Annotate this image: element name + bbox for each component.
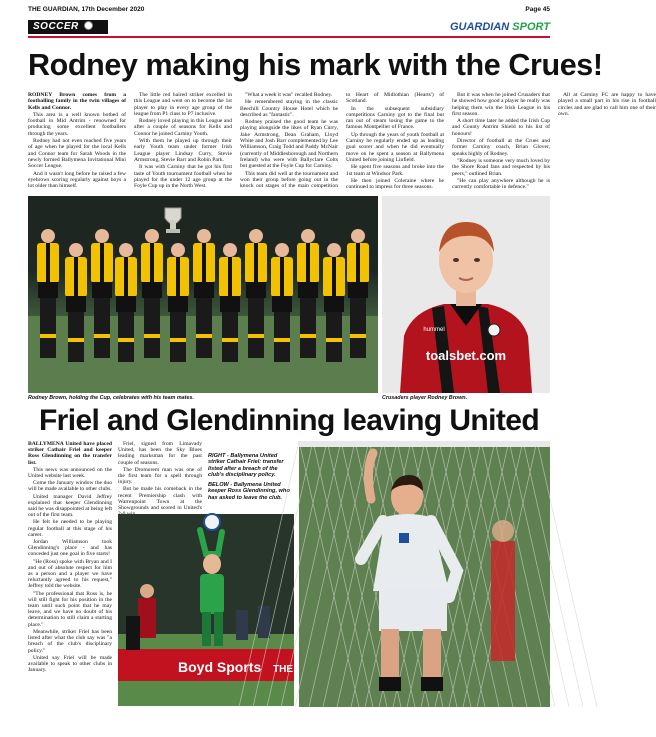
club-crest-icon — [399, 533, 409, 543]
paragraph: "Rodney is someone very much loved by the Shore Road fans and respected by his peers," outlined Brian. — [452, 157, 550, 177]
paragraph: He remembered staying in the classic Beechill Country House Hotel which he described as "fantastic". — [240, 99, 338, 118]
paragraph: Come the January window the duo will be made available to other clubs. — [28, 480, 112, 493]
guardian-sport-logo — [410, 21, 550, 34]
paragraph: Jordan Williamson took Glendinning's place - and has conceded just one goal in five starts! — [28, 539, 112, 558]
paragraph: This team did well at the tournament and won their group before going out in the knock out stages of the main competition to Heart of Midlothian (Hearts') of Scotland. — [240, 92, 444, 190]
paragraph: Meanwhile, striker Friel has been listed after what the club say was "a breach of the club's disciplinary policy." — [28, 628, 112, 654]
player-figure — [271, 243, 293, 362]
player-figure — [297, 229, 319, 358]
paragraph: United say Friel will be made available to speak to other clubs in January. — [28, 654, 112, 674]
paragraph: Up through the years of youth football at Carniny he regularly ended up as leading goal scorer and when he did eventually move on he spent a season at Ballymena United before joining Linfield. — [346, 131, 444, 163]
paragraph: But he made his comeback in the recent Premiership clash with Warrenpoint Town at the Showgrounds and scored in United's — [118, 486, 202, 512]
paragraph: Rodney loved playing in this League and after a couple of seasons for Kells and Connor he joined Carniny Youth. — [134, 118, 232, 137]
paragraph: In the subsequent subsidiary competitions Carniny got to the final but ran out of steam losing the game to the famous Montpellier of France. — [346, 105, 444, 131]
paragraph: He spent five seasons and broke into the 1st team at Windsor Park. — [346, 164, 444, 177]
player-figure — [167, 243, 189, 362]
player-figure — [323, 243, 345, 362]
paragraph: Rodney had not even reached five years of age when he played for the local Kells and Connor team for Sarah Woods in the newly formed Ballymena Invitational Mini Soccer League. — [28, 138, 126, 170]
player-figure — [115, 243, 137, 362]
paragraph: "He can play anywhere although he is currently comfortable in defence." — [452, 177, 550, 191]
player-figure — [245, 229, 267, 358]
football-icon — [204, 514, 220, 530]
paragraph: This area is a well known hotbed of football in Mid Antrim - renowned for producing some excellent footballers through the years. — [28, 111, 126, 137]
portrait-caption: Crusaders player Rodney Brown. — [382, 395, 468, 401]
rodney-portrait-photo — [382, 196, 550, 393]
brand-sport: SPORT — [512, 21, 550, 33]
paragraph: The Dromorem man was one of the first team for a spell through injury. — [118, 466, 202, 486]
story2-body-col2 — [118, 441, 202, 511]
team-photo-illustration — [28, 196, 378, 393]
paragraph: The little red haired striker excelled in this League and went on to become the 1st player to play in every age group of the league from P1 class to P7 inclusive. — [134, 92, 232, 117]
story1-lead: RODNEY Brown comes from a footballing family in the twin villages of Kells and Connor. — [28, 92, 126, 111]
trophy-icon — [165, 208, 181, 233]
paragraph: Rodney praised the good team he was playing alongside the likes of Ryan Curry, Jake Armstrong, Dean Graham, Lloyd White and Josh Barr complemented by Lee Williamson, Craig Todd and Paddy McNair (currently of Middlesborough and Northern Ireland) who were with Ballyclare Colts but guested at the Foyle Cup for Carniny. — [240, 119, 338, 170]
keeper-save-photo — [118, 514, 294, 706]
paragraph: But it was when he joined Crusaders that he showed how good a player he really was helping them win the Irish League in his first season. — [452, 92, 550, 117]
brand-guardian: GUARDIAN — [449, 21, 510, 33]
paragraph: United manager David Jeffrey explained that keeper Glendinning said he was disappointed at being left out of the first team. — [28, 493, 112, 519]
paragraph: This news was announced on the United website last week. — [28, 466, 112, 480]
player-figure — [193, 229, 215, 358]
player-figure — [91, 229, 113, 358]
story2-headline: Friel and Glendinning leaving United — [38, 404, 540, 437]
paragraph: All at Carniny FC are happy to have played a small part in his rise in football circles and are glad to call him one of their own. — [558, 92, 656, 117]
page-header — [28, 6, 550, 18]
team-celebration-photo — [28, 196, 378, 393]
keeper-photo-illustration — [118, 514, 294, 706]
ad-board-text2: THE — [273, 664, 293, 675]
player-figure — [65, 243, 87, 362]
story1-headline: Rodney making his mark with the Crues! — [28, 48, 603, 82]
paragraph: "The professional that Ross is, he will still fight for his position in the team until such point that he may leave, and we have no doubt of his determination to still claim a starting place." — [28, 590, 112, 628]
striker-photo-illustration — [299, 441, 550, 707]
section-label — [28, 20, 108, 34]
section-label-text: SOCCER — [33, 21, 79, 32]
portrait-illustration — [382, 196, 550, 393]
story1-body — [28, 92, 656, 194]
story2-lead: BALLYMENA United have placed striker Cathair Friel and keeper Ross Glendinning on the transfer list. — [28, 441, 112, 466]
shirt-sponsor: toalsbet.com — [425, 348, 507, 363]
paragraph: With them he played up through their early Youth team under former Irish League player Lindsay Curry, Stevie Armstrong, Stevie Barr and Robin Park. — [134, 138, 232, 163]
paragraph: And it wasn't long before he raised a few eyebrows scoring regularly against boys a lot older than himself. — [28, 170, 126, 190]
player-figure — [347, 229, 369, 358]
story2-captions — [208, 453, 294, 513]
team-photo-caption: Rodney Brown, holding the Cup, celebrates with his team mates. — [28, 395, 194, 401]
player-figure — [37, 229, 59, 358]
paragraph: Director of football at the Crues and former Carniny coach, Brian Glover, speaks highly of Rodney. — [452, 138, 550, 157]
player-figure — [141, 229, 163, 358]
paragraph: He then joined Coleraine where he continued to impress for three seasons. — [346, 177, 444, 191]
player-figure — [219, 243, 241, 362]
story2-body-col1 — [28, 441, 112, 731]
striker-celebration-photo — [299, 441, 550, 707]
paragraph: Friel, signed from Limavady United, has been the Sky Blues leading marksman for the past couple of seasons. — [118, 441, 202, 466]
paper-date: THE GUARDIAN, 17th December 2020 — [28, 6, 145, 13]
paragraph: "What a week it was" recalled Rodney. — [245, 92, 333, 98]
ad-board-text: Boyd Sports — [178, 659, 262, 675]
caption-below: BELOW - Ballymena United keeper Ross Glendinning, who has asked to leave the club. — [208, 482, 290, 501]
caption-right: RIGHT - Ballymena United striker Cathair Friel: transfer listed after a breach of the club's disciplinary policy. — [208, 453, 284, 478]
paragraph: "He (Ross) spoke with Bryan and I and out of absolute respect for him as a person and a player we have reluctantly agreed to his request," Jeffrey told the website. — [28, 558, 112, 590]
paragraph: It was with Carniny that he got his first taste of Youth tournament football when he played for the under 12 age group at the Foyle Cup up in the North West. — [134, 164, 232, 190]
kit-maker: hummel — [423, 327, 445, 333]
football-icon — [84, 21, 93, 30]
paragraph: He felt he needed to be playing regular football at this stage of his career. — [28, 519, 112, 538]
paragraph: A short time later he added the Irish Cup and County Antrim Shield to his list of honours! — [452, 118, 550, 137]
page-number: Page 45 — [525, 6, 550, 13]
header-rule — [28, 36, 550, 38]
crusaders-crest-icon — [488, 324, 500, 336]
